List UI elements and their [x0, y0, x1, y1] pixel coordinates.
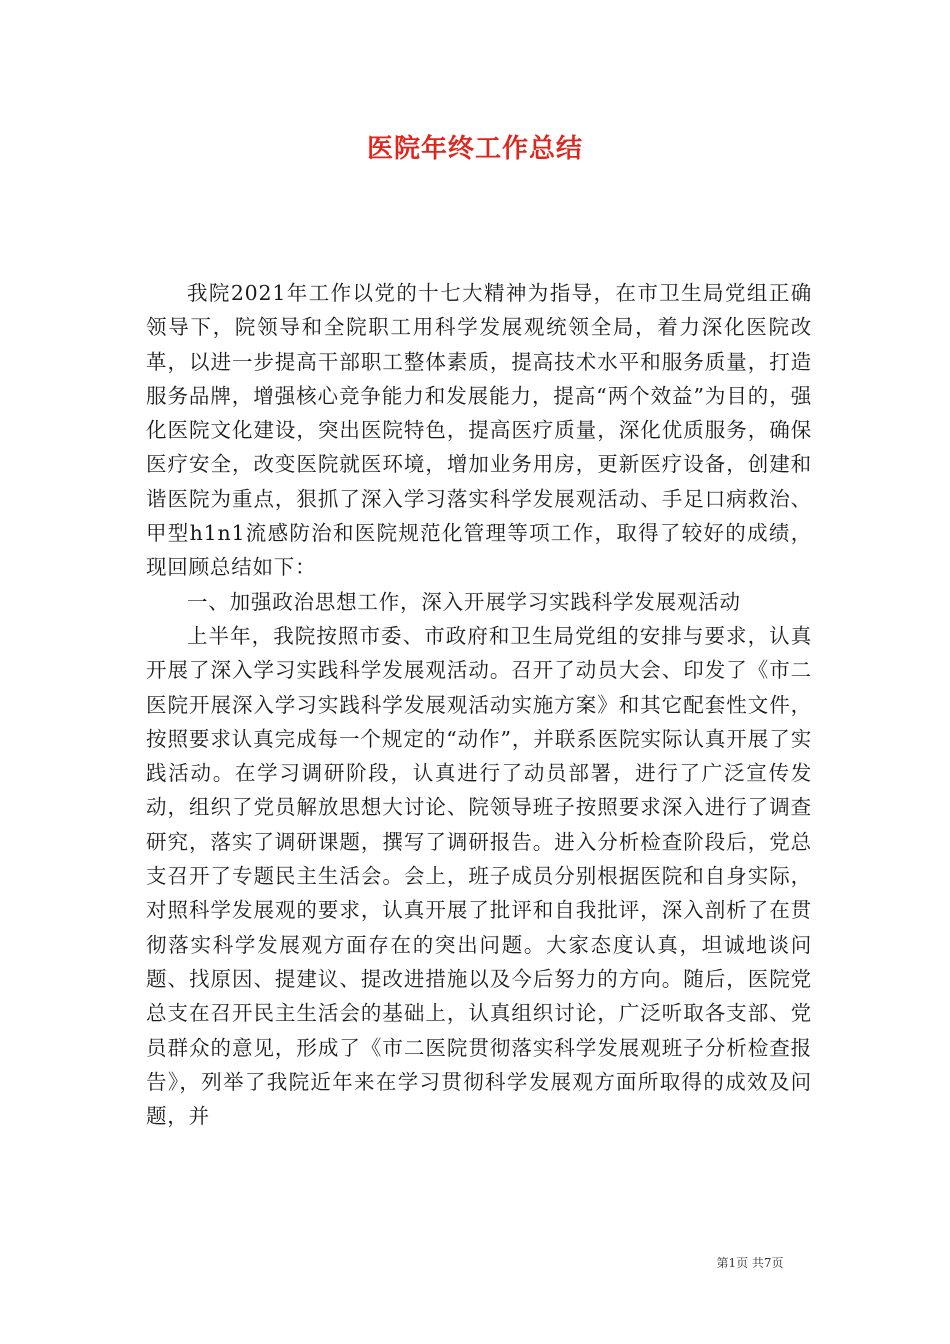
page-number-footer: 第1页 共7页	[716, 1256, 784, 1270]
paragraph-section-1: 上半年，我院按照市委、市政府和卫生局党组的安排与要求，认真开展了深入学习实践科学发展观活动。召开了动员大会、印发了《市二医院开展深入学习实践科学发展观活动实施方案》和其它配套性文件，按照要求认真完成每一个规定的“动作”，并联系医院实际认真开展了实践活动。在学习调研阶段，认真进行了动员部署，进行了广泛宣传发动，组织了党员解放思想大讨论、院领导班子按照要求深入进行了调查研究，落实了调研课题，撰写了调研报告。进入分析检查阶段后，党总支召开了专题民主生活会。会上，班子成员分别根据医院和自身实际，对照科学发展观的要求，认真开展了批评和自我批评，深入剖析了在贯彻落实科学发展观方面存在的突出问题。大家态度认真，坦诚地谈问题、找原因、提建议、提改进措施以及今后努力的方向。随后，医院党总支在召开民主生活会的基础上，认真组织讨论，广泛听取各支部、党员群众的意见，形成了《市二医院贯彻落实科学发展观班子分析检查报告》，列举了我院近年来在学习贯彻科学发展观方面所取得的成效及问题，并	[146, 623, 812, 1129]
section-heading-1: 一、加强政治思想工作，深入开展学习实践科学发展观活动	[187, 589, 741, 614]
document-body	[146, 276, 812, 1133]
document-title: 医院年终工作总结	[366, 134, 583, 164]
paragraph-intro: 我院2021年工作以党的十七大精神为指导，在市卫生局党组正确领导下，院领导和全院职工用科学发展观统领全局，着力深化医院改革，以进一步提高干部职工整体素质，提高技术水平和服务质量，打造服务品牌，增强核心竞争能力和发展能力，提高“两个效益”为目的，强化医院文化建设，突出医院特色，提高医疗质量，深化优质服务，确保医疗安全，改变医院就医环境，增加业务用房，更新医疗设备，创建和谐医院为重点，狠抓了深入学习落实科学发展观活动、手足口病救治、甲型h1n1流感防治和医院规范化管理等项工作，取得了较好的成绩，现回顾总结如下：	[146, 281, 812, 580]
